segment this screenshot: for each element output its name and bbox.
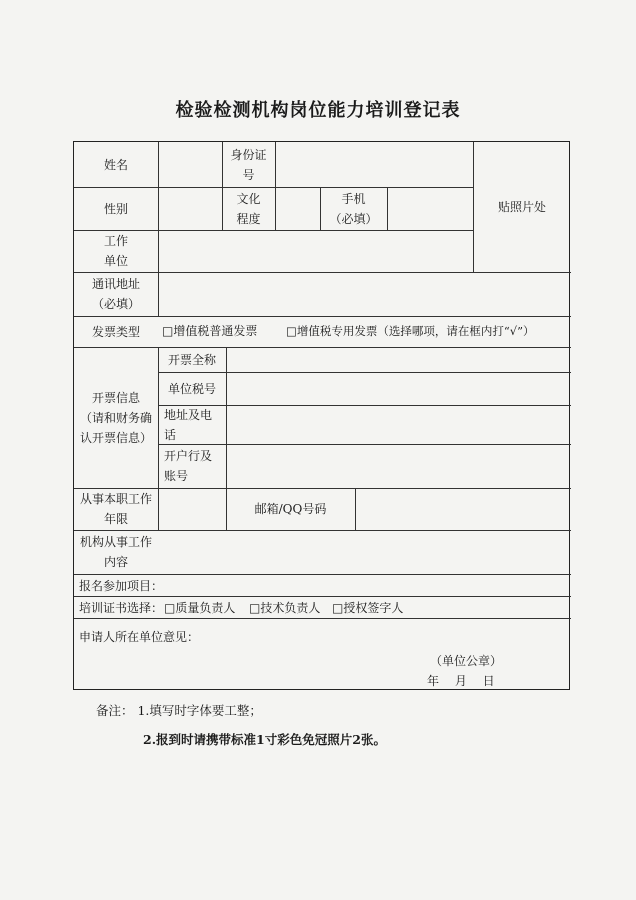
opinion-label: 申请人所在单位意见： <box>79 630 200 644</box>
cert-option-signatory[interactable]: □授权签字人 <box>332 601 404 615</box>
invoice-fullname-field[interactable] <box>226 347 571 372</box>
invoice-fullname-label: 开票全称 <box>167 352 216 367</box>
work-years-label: 从事本职工作 年限 <box>79 492 152 526</box>
workplace-label: 工作 单位 <box>103 234 128 268</box>
gender-label: 性别 <box>103 201 128 216</box>
invoice-type-label: 发票类型 <box>91 324 140 339</box>
phone-field[interactable] <box>387 187 473 230</box>
seal-label: （单位公章） <box>430 654 503 668</box>
note-1: 备注： 1.填写时字体要工整； <box>96 703 262 718</box>
address-label: 通讯地址 （必填） <box>91 277 140 311</box>
gender-field[interactable] <box>158 187 222 230</box>
cert-option-technical[interactable]: □技术负责人 <box>249 601 321 615</box>
workplace-field[interactable] <box>158 230 473 272</box>
tax-number-label: 单位税号 <box>167 381 216 396</box>
certificate-label: 培训证书选择： <box>79 601 164 615</box>
name-field[interactable] <box>158 142 222 187</box>
address-phone-field[interactable] <box>226 405 571 444</box>
registration-table <box>73 141 570 690</box>
date-label: 年 月 日 <box>427 674 495 688</box>
id-number-field[interactable] <box>275 142 473 187</box>
job-content-field[interactable] <box>158 530 571 574</box>
email-qq-label: 邮箱/QQ号码 <box>254 502 327 516</box>
education-label: 文化 程度 <box>236 191 261 226</box>
invoice-info-label: 开票信息 （请和财务确 认开票信息） <box>79 390 152 445</box>
work-years-field[interactable] <box>158 488 226 530</box>
form-title: 检验检测机构岗位能力培训登记表 <box>175 100 461 121</box>
note-2: 2.报到时请携带标准1寸彩色免冠照片2张。 <box>143 732 386 747</box>
email-qq-field[interactable] <box>355 488 571 530</box>
address-field[interactable] <box>158 272 571 316</box>
phone-label: 手机 （必填） <box>329 191 378 226</box>
job-content-label: 机构从事工作 内容 <box>79 535 152 569</box>
project-label: 报名参加项目： <box>79 579 164 593</box>
name-label: 姓名 <box>103 157 128 172</box>
bank-account-field[interactable] <box>226 444 571 488</box>
invoice-option-normal[interactable]: □增值税普通发票 <box>162 324 258 338</box>
id-number-label: 身份证 号 <box>230 147 267 182</box>
tax-number-field[interactable] <box>226 372 571 405</box>
bank-account-label: 开户行及 账号 <box>164 449 213 483</box>
photo-placeholder: 贴照片处 <box>497 200 546 214</box>
address-phone-label: 地址及电 话 <box>164 407 213 442</box>
education-field[interactable] <box>275 187 320 230</box>
cert-option-quality[interactable]: □质量负责人 <box>164 601 236 615</box>
invoice-option-special[interactable]: □增值税专用发票（选择哪项，请在框内打“√”） <box>286 324 535 338</box>
